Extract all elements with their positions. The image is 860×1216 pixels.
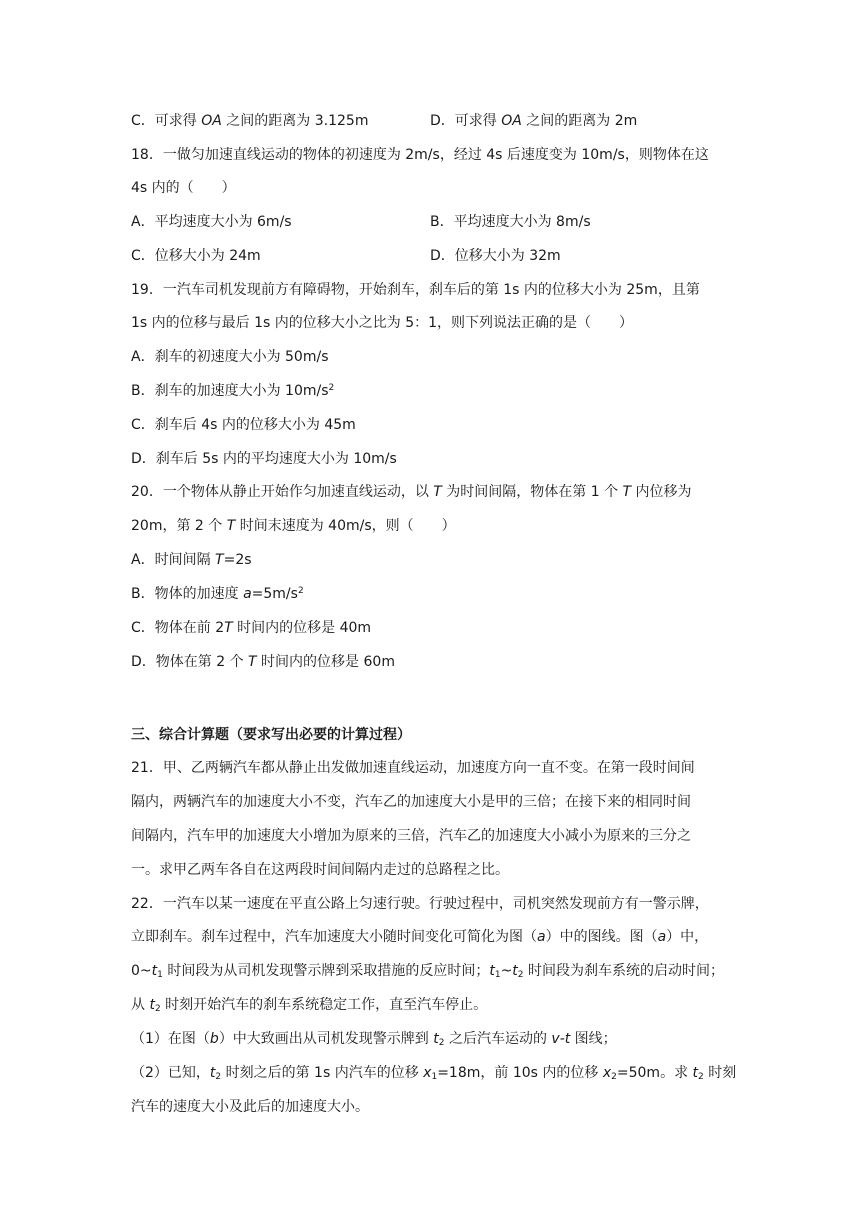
q22-part2: （2）已知，$t_2$ 时刻之后的第 1s 内汽车的位移 $x_1=18m$，前 10s 内的位移 $x_2=50m$。求 $t_2$ 时刻 (131, 1065, 737, 1082)
q21-line4: 一。求甲乙两车各自在这两段时间间隔内走过的总路程之比。 (131, 862, 509, 878)
q18-option-d: D．位移大小为 32m (430, 248, 561, 264)
q17-option-c: C．可求得 OA 之间的距离为 3.125m (131, 113, 369, 129)
q22-part1: （1）在图（b）中大致画出从司机发现警示牌到 $t_2$ 之后汽车运动的 v-t 图线； (131, 1031, 617, 1048)
q21-line1: 21．甲、乙两辆汽车都从静止出发做加速直线运动，加速度方向一直不变。在第一段时间间 (131, 760, 695, 776)
q19-stem-line1: 19．一汽车司机发现前方有障碍物，开始刹车，刹车后的第 1s 内的位移大小为 25m，且第 (131, 282, 700, 298)
q20-option-d: D．物体在第 2 个 T 时间内的位移是 60m (131, 654, 395, 670)
section-heading: 三、综合计算题（要求写出必要的计算过程） (131, 727, 411, 743)
q17-option-d: D．可求得 OA 之间的距离为 2m (430, 113, 638, 129)
q22-part2-cont: 汽车的速度大小及此后的加速度大小。 (131, 1099, 369, 1115)
q19-option-a: A．刹车的初速度大小为 50m/s (131, 349, 329, 365)
q19-option-d: D．刹车后 5s 内的平均速度大小为 10m/s (131, 451, 397, 467)
q22-line4: 从 $t_2$ 时刻开始汽车的刹车系统稳定工作，直至汽车停止。 (131, 997, 488, 1014)
q21-line2: 隔内，两辆汽车的加速度大小不变，汽车乙的加速度大小是甲的三倍；在接下来的相同时间 (131, 794, 691, 810)
q18-stem-line2: 4s 内的（ ） (131, 180, 236, 196)
q19-option-b: B．刹车的加速度大小为 $10m/s^2$ (131, 383, 335, 399)
q18-stem-line1: 18．一做匀加速直线运动的物体的初速度为 2m/s，经过 4s 后速度变为 10m/s，则物体在这 (131, 147, 709, 163)
q22-line2: 立即刹车。刹车过程中，汽车加速度大小随时间变化可简化为图（a）中的图线。图（a）中， (131, 929, 709, 945)
q22-line3: $0\sim t_1$ 时间段为从司机发现警示牌到采取措施的反应时间；$t_1\sim t_2$ 时间段为刹车系统的启动时间； (131, 963, 724, 980)
q18-option-c: C．位移大小为 24m (131, 248, 261, 264)
q19-option-c: C．刹车后 4s 内的位移大小为 45m (131, 417, 356, 433)
q22-line1: 22．一汽车以某一速度在平直公路上匀速行驶。行驶过程中，司机突然发现前方有一警示牌， (131, 896, 709, 912)
q18-option-a: A．平均速度大小为 6m/s (131, 214, 292, 230)
q20-stem-line1: 20．一个物体从静止开始作匀加速直线运动，以 T 为时间间隔，物体在第 1 个 T 内位移为 (131, 484, 692, 500)
q20-option-c: C．物体在前 2T 时间内的位移是 40m (131, 620, 372, 636)
q20-option-a: A．时间间隔 T=2s (131, 552, 252, 568)
q20-stem-line2: 20m，第 2 个 T 时间末速度为 40m/s，则（ ） (131, 518, 456, 534)
q21-line3: 间隔内，汽车甲的加速度大小增加为原来的三倍，汽车乙的加速度大小减小为原来的三分之 (131, 828, 691, 844)
q19-stem-line2: 1s 内的位移与最后 1s 内的位移大小之比为 5：1，则下列说法正确的是（ ） (131, 315, 634, 331)
q20-option-b: B．物体的加速度 $a=5m/s^2$ (131, 586, 304, 602)
q18-option-b: B．平均速度大小为 8m/s (430, 214, 591, 230)
